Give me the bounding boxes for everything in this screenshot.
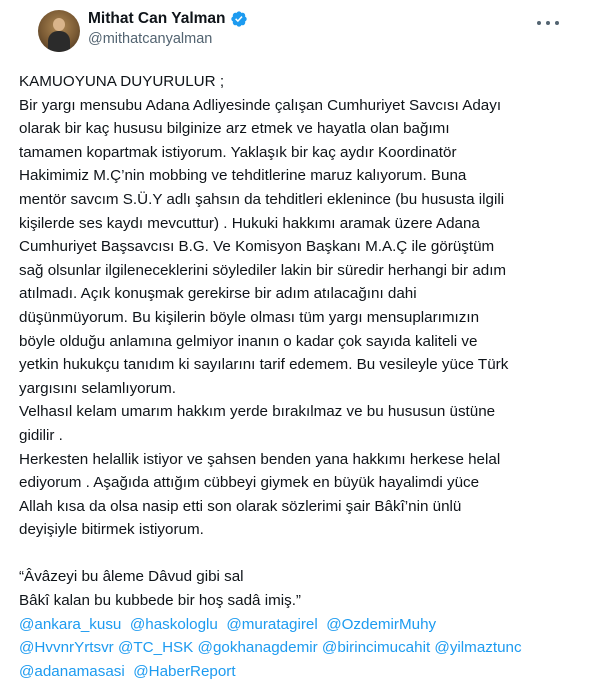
tweet-line: Hakimimiz M.Ç’nin mobbing ve tehditlerine maruz kalıyorum. Buna — [19, 167, 467, 185]
tweet-line: böyle olduğu anlamına gelmiyor inanın o kadar çok sayıda kaliteli ve — [19, 332, 478, 350]
avatar[interactable] — [38, 10, 80, 52]
mention-link[interactable]: @OzdemirMuhy — [326, 615, 437, 633]
quote-line: Bâkî kalan bu kubbede bir hoş sadâ imiş.” — [19, 592, 301, 610]
tweet-line: düşünmüyorum. Bu kişilerin böyle olması tüm yargı mensuplarımızın — [19, 308, 480, 326]
tweet-line: yetkin hukukçu tanıdım ki sayılarını tarif edemem. Bu vesileyle yüce Türk — [19, 356, 509, 374]
tweet-line: olarak bir kaç hususu bilginize arz etmek ve hayatla olan bağımı — [19, 120, 450, 138]
tweet-line: Allah kısa da olsa nasip etti son olarak sözlerimi şair Bâkî’nin ünlü — [19, 497, 462, 515]
tweet-line: atılmadı. Açık konuşmak gerekirse bir adım atılacağını dahi — [19, 285, 417, 303]
verified-badge-icon — [230, 10, 248, 28]
mention-link[interactable]: @HvvnrYrtsvr — [19, 639, 114, 657]
mentions-line — [19, 613, 579, 637]
mention-link[interactable]: @yilmaztunc — [434, 639, 522, 657]
tweet-line: KAMUOYUNA DUYURULUR ; — [19, 73, 225, 90]
dot-icon — [546, 21, 550, 25]
quote-line: “Âvâzeyi bu âleme Dâvud gibi sal — [19, 568, 244, 586]
paragraph-spacer — [19, 542, 579, 566]
mentions-line — [19, 660, 579, 684]
mention-link[interactable]: @ankara_kusu — [19, 615, 122, 633]
avatar-body — [48, 31, 70, 52]
tweet-line: Cumhuriyet Başsavcısı B.G. Ve Komisyon Başkanı M.A.Ç ile görüştüm — [19, 238, 495, 256]
mention-link[interactable]: @birincimucahit — [321, 639, 431, 657]
tweet-header — [19, 0, 581, 58]
mention-link[interactable]: @HaberReport — [133, 662, 236, 680]
mention-link[interactable]: @adanamasasi — [19, 662, 125, 680]
mention-link[interactable]: @TC_HSK — [117, 639, 194, 657]
name-row — [88, 10, 248, 28]
tweet-line: yargısını selamlıyorum. — [19, 379, 176, 397]
display-name[interactable]: Mithat Can Yalman — [88, 10, 226, 27]
avatar-head — [53, 18, 65, 31]
tweet-line: deyişiyle bitirmek istiyorum. — [19, 521, 204, 539]
tweet-line: ediyorum . Aşağıda attığım cübbeyi giymek en büyük hayalimdi yüce — [19, 474, 480, 492]
tweet-line: Bir yargı mensubu Adana Adliyesinde çalışan Cumhuriyet Savcısı Adayı — [19, 96, 502, 114]
mention-link[interactable]: @haskologlu — [129, 615, 218, 633]
author-block — [88, 10, 248, 47]
more-options-icon[interactable] — [537, 16, 559, 30]
tweet-line: gidilir . — [19, 426, 63, 444]
tweet-line: Herkesten helallik istiyor ve şahsen benden yana hakkımı herkese helal — [19, 450, 501, 468]
tweet-line: Velhasıl kelam umarım hakkım yerde bırakılmaz ve bu hususun üstüne — [19, 403, 496, 421]
mention-link[interactable]: @muratagirel — [226, 615, 318, 633]
mentions-line — [19, 636, 579, 660]
tweet-line: sağ olsunlar ilgileneceklerini söylediler lakin bir süredir herhangi bir adım — [19, 261, 507, 279]
tweet-line: kişilerde ses kaydı mevcuttur) . Hukuki hakkımı aramak üzere Adana — [19, 214, 480, 232]
tweet-line: mentör savcım S.Ü.Y adlı şahsın da tehditleri eklenince (bu hususta ilgili — [19, 190, 505, 208]
mention-link[interactable]: @gokhanagdemir — [197, 639, 318, 657]
dot-icon — [537, 21, 541, 25]
dot-icon — [555, 21, 559, 25]
tweet-line: tamamen kopartmak istiyorum. Yaklaşık bir kaç aydır Koordinatör — [19, 143, 457, 161]
author-handle[interactable]: @mithatcanyalman — [88, 31, 213, 47]
tweet-text — [19, 70, 579, 683]
